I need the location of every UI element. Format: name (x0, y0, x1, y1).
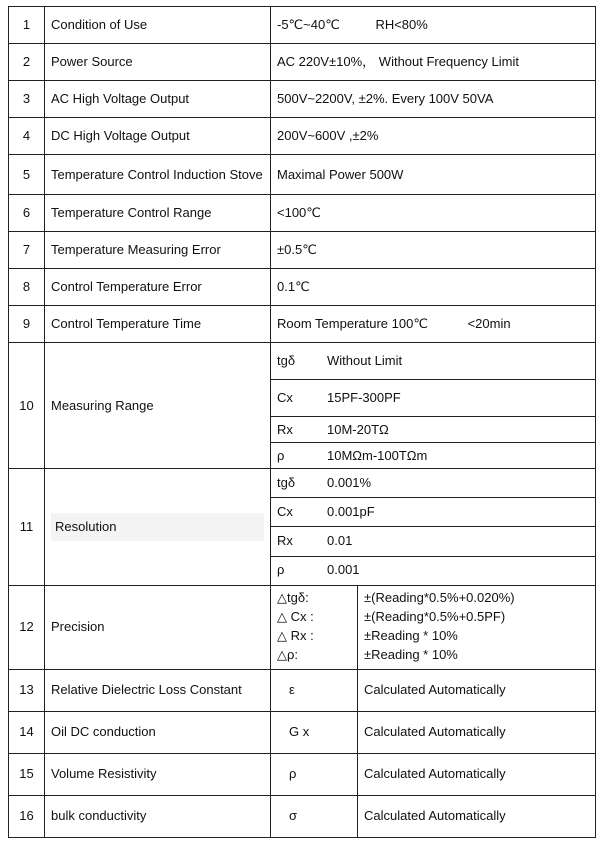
row-label: Temperature Measuring Error (45, 232, 271, 269)
row-symbol-cell (271, 669, 358, 711)
row-symbol: σ (289, 808, 298, 824)
row-symbol-cell (271, 753, 358, 795)
value-extra: <20min (467, 316, 511, 332)
row-label: Temperature Control Induction Stove (45, 155, 271, 195)
table-row (9, 81, 596, 118)
precision-value: ±(Reading*0.5%+0.5PF) (364, 609, 506, 625)
row-number: 13 (9, 669, 45, 711)
row-number: 5 (9, 155, 45, 195)
row-value: 500V~2200V, ±2%. Every 100V 50VA (271, 81, 596, 118)
item-key: ρ (277, 562, 285, 578)
measuring-item (271, 343, 596, 380)
row-number: 2 (9, 44, 45, 81)
resolution-item (271, 527, 596, 556)
row-label: DC High Voltage Output (45, 118, 271, 155)
row-value: 200V~600V ,±2% (271, 118, 596, 155)
row-value: Calculated Automatically (358, 753, 596, 795)
measuring-item (271, 380, 596, 417)
row-label: AC High Voltage Output (45, 81, 271, 118)
item-key: Rx (277, 533, 293, 549)
row-number: 6 (9, 195, 45, 232)
row-number: 12 (9, 585, 45, 669)
row-label: Power Source (45, 44, 271, 81)
row-value: Calculated Automatically (358, 795, 596, 837)
precision-value: ±Reading * 10% (364, 628, 458, 644)
row-symbol-cell (271, 711, 358, 753)
table-row (9, 753, 596, 795)
table-row (9, 669, 596, 711)
table-row (9, 343, 596, 380)
row-number: 7 (9, 232, 45, 269)
row-value: Maximal Power 500W (271, 155, 596, 195)
table-row (9, 269, 596, 306)
row-number: 11 (9, 469, 45, 585)
item-value: 0.001pF (327, 504, 375, 520)
item-value: 10M-20TΩ (327, 421, 389, 437)
row-symbol-cell (271, 795, 358, 837)
precision-symbols (271, 585, 358, 669)
row-number: 15 (9, 753, 45, 795)
row-symbol: ε (289, 682, 295, 698)
precision-value: ±Reading * 10% (364, 646, 458, 662)
row-number: 16 (9, 795, 45, 837)
row-symbol: G x (289, 724, 310, 740)
row-label: Relative Dielectric Loss Constant (45, 669, 271, 711)
item-value: 10MΩm-100TΩm (327, 447, 428, 463)
table-row (9, 795, 596, 837)
value-text: Room Temperature 100℃ (277, 316, 428, 332)
row-label: Condition of Use (45, 7, 271, 44)
item-key: Cx (277, 390, 293, 406)
row-value (271, 7, 596, 44)
row-label-cell (45, 469, 271, 585)
value-extra: RH<80% (375, 16, 428, 32)
row-label: Oil DC conduction (45, 711, 271, 753)
row-value: AC 220V±10%， Without Frequency Limit (271, 44, 596, 81)
row-label: Resolution (51, 513, 264, 541)
table-row (9, 118, 596, 155)
row-value: 0.1℃ (271, 269, 596, 306)
row-label: Precision (45, 585, 271, 669)
item-value: 15PF-300PF (327, 390, 401, 406)
resolution-item (271, 469, 596, 498)
row-label: Temperature Control Range (45, 195, 271, 232)
row-label: bulk conductivity (45, 795, 271, 837)
row-value: ±0.5℃ (271, 232, 596, 269)
precision-value: ±(Reading*0.5%+0.020%) (364, 590, 515, 606)
item-key: Rx (277, 421, 293, 437)
table-row (9, 306, 596, 343)
item-key: Cx (277, 504, 293, 520)
measuring-item (271, 417, 596, 443)
row-number: 10 (9, 343, 45, 469)
row-number: 14 (9, 711, 45, 753)
table-row (9, 195, 596, 232)
row-number: 1 (9, 7, 45, 44)
row-symbol: ρ (289, 766, 297, 782)
table-row (9, 469, 596, 498)
table-row (9, 585, 596, 669)
row-value (271, 306, 596, 343)
spec-table (8, 6, 596, 838)
row-label: Control Temperature Error (45, 269, 271, 306)
measuring-item (271, 443, 596, 469)
precision-symbol: △ρ: (277, 646, 299, 662)
table-row (9, 232, 596, 269)
item-value: 0.001% (327, 475, 372, 491)
row-value: Calculated Automatically (358, 711, 596, 753)
table-row (9, 7, 596, 44)
precision-symbol: △tgδ: (277, 590, 309, 606)
row-number: 9 (9, 306, 45, 343)
row-number: 4 (9, 118, 45, 155)
item-value: Without Limit (327, 353, 403, 369)
item-key: tgδ (277, 475, 296, 491)
item-key: tgδ (277, 353, 296, 369)
item-value: 0.001 (327, 562, 360, 578)
precision-values (358, 585, 596, 669)
row-value: Calculated Automatically (358, 669, 596, 711)
row-number: 3 (9, 81, 45, 118)
row-label: Volume Resistivity (45, 753, 271, 795)
resolution-item (271, 556, 596, 585)
item-key: ρ (277, 447, 285, 463)
item-value: 0.01 (327, 533, 353, 549)
value-text: -5℃~40℃ (277, 16, 340, 32)
row-label: Control Temperature Time (45, 306, 271, 343)
precision-symbol: △ Rx : (277, 628, 314, 644)
table-row (9, 711, 596, 753)
resolution-item (271, 498, 596, 527)
table-row (9, 155, 596, 195)
row-number: 8 (9, 269, 45, 306)
row-value: <100℃ (271, 195, 596, 232)
table-row (9, 44, 596, 81)
precision-symbol: △ Cx : (277, 609, 314, 625)
row-label: Measuring Range (45, 343, 271, 469)
